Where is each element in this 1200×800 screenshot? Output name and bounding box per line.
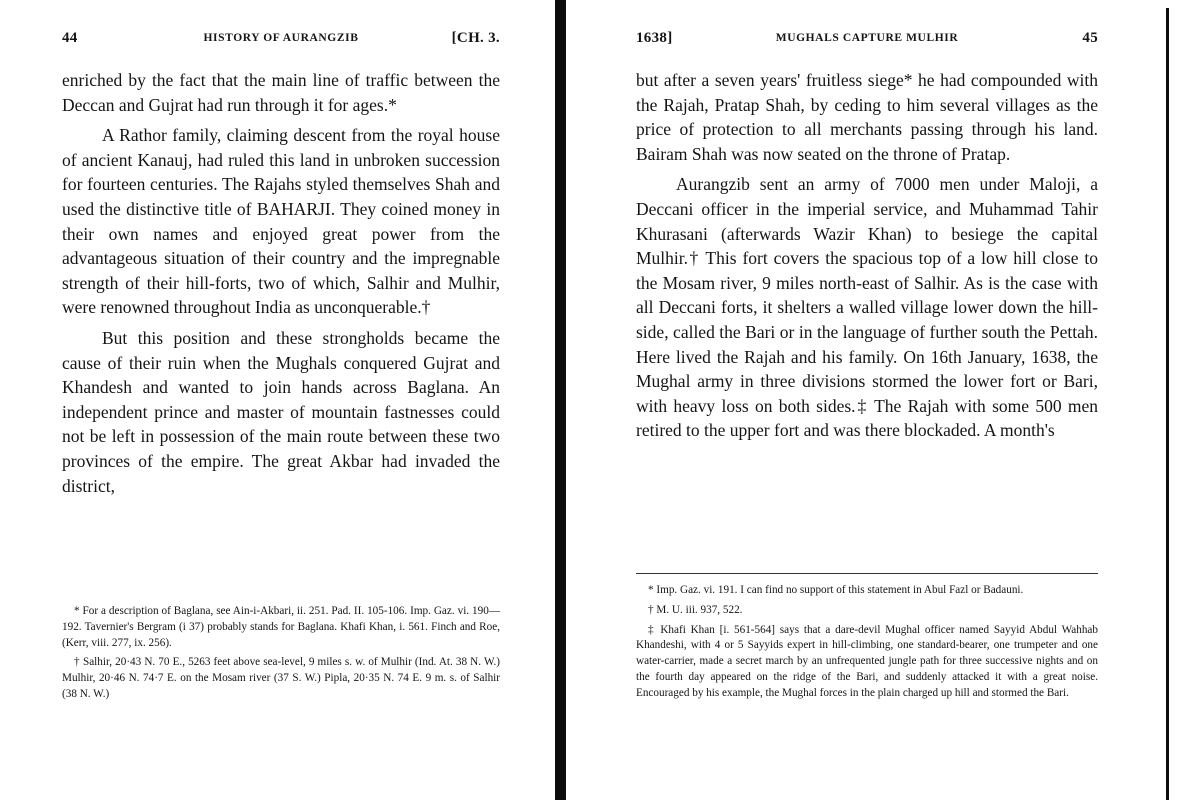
left-page xyxy=(0,0,555,800)
book-gutter xyxy=(555,0,566,800)
right-page xyxy=(566,0,1166,800)
footnote: ‡ Khafi Khan [i. 561-564] says that a dare-devil Mughal officer named Sayyid Abdul Wahhab Khandeshi, with 4 or 5 Sayyids expert in hill-climbing, one standard-bearer, one trumpeter and one water-carrier, made a secret march by an unfrequented jungle path for three successive nights and on the fourth day appeared on the ridge of the Bari, and suddenly attacked it with a great noise. Encouraged by his example, the Mughal forces in the plain charged up hill and stormed the Bari. xyxy=(636,623,1098,699)
footnote: * For a description of Baglana, see Ain-i-Akbari, ii. 251. Pad. II. 105-106. Imp. Gaz. vi. 190—192. Tavernier's Bergram (i 37) probably stands for Baglana. Khafi Khan, i. 561. Finch and Roe, (Kerr, viii. 277, ix. 256). xyxy=(62,605,500,649)
running-title: MUGHALS CAPTURE MULHIR xyxy=(775,32,959,44)
footnote-rule xyxy=(636,573,1098,574)
footnote: * Imp. Gaz. vi. 191. I can find no support of this statement in Abul Fazl or Badauni. xyxy=(648,584,1024,596)
running-title: HISTORY OF AURANGZIB xyxy=(203,32,359,44)
running-head-right xyxy=(636,30,1098,54)
running-head-left xyxy=(62,30,500,54)
chapter-label: [CH. 3. xyxy=(451,30,500,46)
footnotes-right xyxy=(636,583,1098,706)
page-number: 45 xyxy=(1082,30,1098,46)
body-text-left xyxy=(62,68,500,498)
body-text-right xyxy=(636,68,1098,443)
footnote: † M. U. iii. 937, 522. xyxy=(648,603,743,616)
footnotes-left xyxy=(62,604,500,707)
paragraph: enriched by the fact that the main line of traffic between the Deccan and Gujrat had run through it for ages.* xyxy=(62,70,500,115)
paragraph: But this position and these strongholds became the cause of their ruin when the Mughals conquered Gujrat and Khandesh and wanted to join hands across Baglana. An independent prince and master of mountain fastnesses could not be left in possession of the main route between these two provinces of the empire. The great Akbar had invaded the district, xyxy=(62,327,500,496)
paragraph: Aurangzib sent an army of 7000 men under Maloji, a Deccani officer in the imperial service, and Muhammad Tahir Khurasani (afterwards Wazir Khan) to besiege the capital Mulhir.† This fort covers the spacious top of a low hill close to the Mosam river, 9 miles north-east of Salhir. As is the case with all Deccani forts, it shelters a walled village lower down the hill-side, called the Bari or in the language of further south the Pettah. Here lived the Rajah and his family. On 16th January, 1638, the Mughal army in three divisions stormed the lower fort or Bari, with heavy loss on both sides.‡ The Rajah with some 500 men retired to the upper fort and was there blockaded. A month's xyxy=(636,174,1098,441)
paragraph: but after a seven years' fruitless siege* he had compounded with the Rajah, Pratap Shah, by ceding to him several villages as the price of protection to all merchants passing through his land. Bairam Shah was now seated on the throne of Pratap. xyxy=(636,70,1098,164)
footnote: † Salhir, 20·43 N. 70 E., 5263 feet above sea-level, 9 miles s. w. of Mulhir (Ind. At. 38 N. W.) Mulhir, 20·46 N. 74·7 E. on the Mosam river (37 S. W.) Pipla, 20·35 N. 74 E. 9 m. s. of Salhir (38 N. W.) xyxy=(62,656,500,700)
paragraph: A Rathor family, claiming descent from the royal house of ancient Kanauj, had ruled this land in unbroken succession for fourteen centuries. The Rajahs styled themselves Shah and used the distinctive title of BAHARJI. They coined money in their own names and enjoyed great power from the advantageous situation of their country and the impregnable strength of their hill-forts, two of which, Salhir and Mulhir, were renowned throughout India as unconquerable.† xyxy=(62,125,500,318)
year-label: 1638] xyxy=(636,30,673,46)
page-number: 44 xyxy=(62,30,78,46)
